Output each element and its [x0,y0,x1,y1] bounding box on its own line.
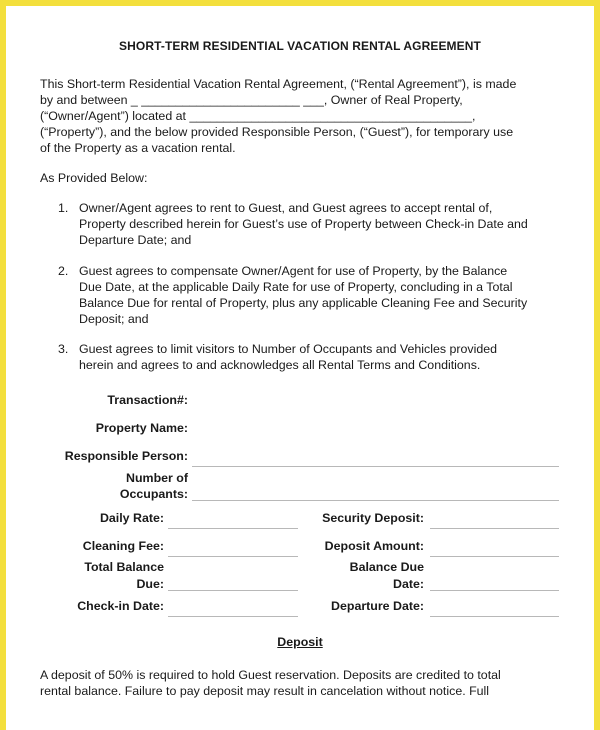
list-item-line: Due Date, at the applicable Daily Rate for use of Property, concluding in a Total [79,280,513,294]
departure-date-field[interactable] [430,616,559,617]
total-balance-label-line1: Total Balance [84,560,164,574]
list-item-line: Guest agrees to limit visitors to Number of Occupants and Vehicles provided [79,342,498,356]
deposit-line: A deposit of 50% is required to hold Guest reservation. Deposits are credited to total [40,668,501,682]
security-deposit-field[interactable] [430,528,559,529]
daily-rate-field[interactable] [168,528,298,529]
cleaning-fee-field[interactable] [168,556,298,557]
deposit-amount-label: Deposit Amount: [324,539,424,553]
intro-line: (“Property”), and the below provided Responsible Person, (“Guest”), for temporary use [40,125,514,139]
list-item-line: Departure Date; and [79,233,192,247]
total-balance-field[interactable] [168,590,298,591]
daily-rate-label: Daily Rate: [99,511,164,525]
checkin-date-field[interactable] [168,616,298,617]
deposit-amount-field[interactable] [430,556,559,557]
responsible-person-label: Responsible Person: [64,449,188,463]
list-item-line: Balance Due for rental of Property, plus any applicable Cleaning Fee and Security [79,296,528,310]
list-item-number: 1. [58,201,69,215]
list-item-line: Guest agrees to compensate Owner/Agent for use of Property, by the Balance [79,264,508,278]
transaction-label: Transaction#: [107,393,188,407]
list-item-line: herein and agrees to and acknowledges all Rental Terms and Conditions. [79,358,481,372]
document-title: SHORT-TERM RESIDENTIAL VACATION RENTAL AGREEMENT [119,39,481,53]
as-provided-label: As Provided Below: [40,171,148,185]
list-item-number: 3. [58,342,69,356]
intro-line: of the Property as a vacation rental. [40,141,236,155]
deposit-line: rental balance. Failure to pay deposit may result in cancelation without notice. Full [40,684,490,698]
list-item-line: Owner/Agent agrees to rent to Guest, and Guest agrees to accept rental of, [79,201,493,215]
occupants-field[interactable] [192,500,559,501]
occupants-label-line1: Number of [126,471,188,485]
total-balance-label-line2: Due: [136,577,164,591]
checkin-date-label: Check-in Date: [77,599,164,613]
intro-line: (“Owner/Agent”) located at _________________________________________, [40,109,476,123]
list-item-line: Property described herein for Guest’s use of Property between Check-in Date and [79,217,528,231]
responsible-person-field[interactable] [192,466,559,467]
occupants-label-line2: Occupants: [119,487,188,501]
intro-line: by and between _ _______________________ ___, Owner of Real Property, [40,93,463,107]
balance-due-date-field[interactable] [430,590,559,591]
departure-date-label: Departure Date: [331,599,424,613]
intro-line: This Short-term Residential Vacation Rental Agreement, (“Rental Agreement”), is made [40,77,517,91]
security-deposit-label: Security Deposit: [322,511,424,525]
deposit-heading: Deposit [277,635,323,649]
balance-due-label-line2: Date: [393,577,424,591]
property-name-label: Property Name: [95,421,188,435]
balance-due-label-line1: Balance Due [349,560,424,574]
list-item-number: 2. [58,264,69,278]
list-item-line: Deposit; and [79,312,149,326]
document-page [6,6,594,730]
cleaning-fee-label: Cleaning Fee: [82,539,164,553]
